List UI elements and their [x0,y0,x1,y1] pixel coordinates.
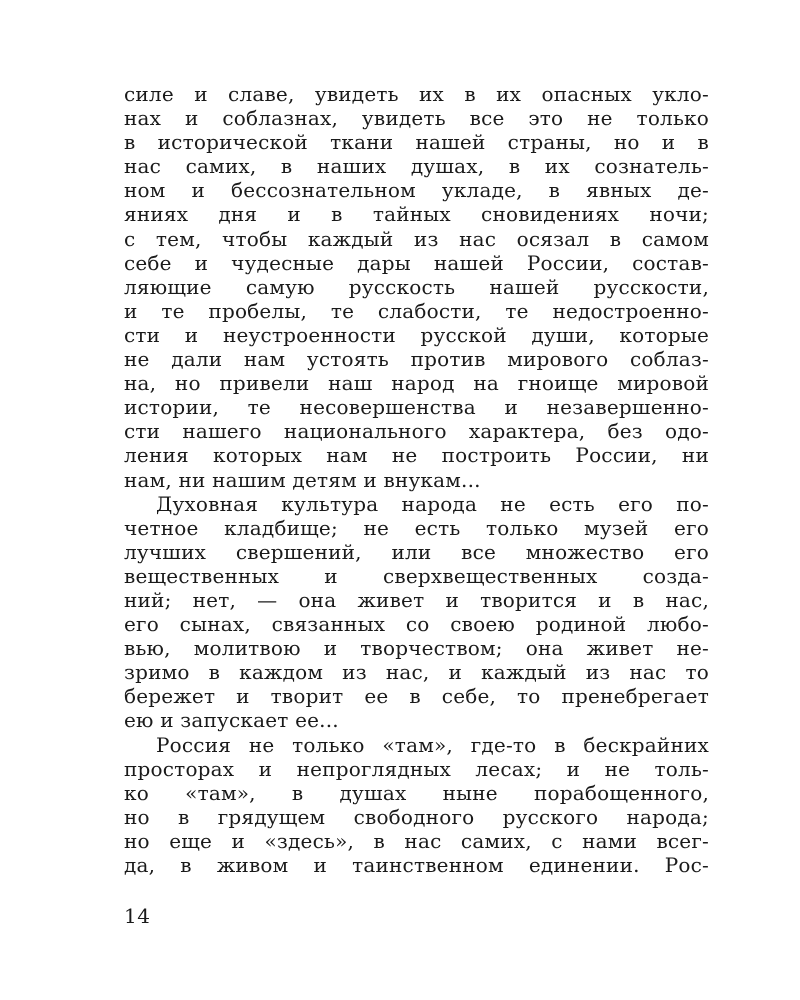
text-line: на, но привели наш народ на гноище мировой [124,371,709,396]
text-line: да, в живом и таинственном единении. Рос- [124,853,709,877]
text-line: себе и чудесные дары нашей России, состав- [124,250,709,275]
text-line: Россия не только «там», где-то в бескрайних [156,732,709,757]
text-line: его сынах, связанных со своею родиной любо- [124,612,709,637]
text-line: ляющие самую русскость нашей русскости, [124,274,709,299]
text-line: ний; нет, — она живет и творится и в нас, [124,587,709,612]
text-line: сти и неустроенности русской души, которые [124,322,709,347]
text-line: не дали нам устоять против мирового соблаз- [124,347,709,372]
text-line: но еще и «здесь», в нас самих, с нами всег- [124,828,709,853]
paragraph [124,82,709,492]
text-line: ею и запускает ее... [124,708,339,733]
text-line: и те пробелы, те слабости, те недостроенно- [124,298,709,323]
text-line: вью, молитвою и творчеством; она живет не- [124,636,709,661]
text-line: яниях дня и в тайных сновидениях ночи; [124,202,709,227]
text-line: с тем, чтобы каждый из нас осязал в самом [124,226,709,251]
page-number: 14 [124,904,151,928]
paragraph [124,733,709,878]
text-line: ном и бессознательном укладе, в явных де- [124,178,709,203]
text-line: лучших свершений, или все множество его [124,539,709,564]
text-line: ко «там», в душах ныне порабощенного, [124,780,709,805]
text-line: просторах и непроглядных лесах; и не толь- [124,756,709,781]
text-line: ления которых нам не построить России, ни [124,443,709,468]
text-line: бережет и творит ее в себе, то пренебрегает [124,684,709,709]
text-line: нам, ни нашим детям и внукам... [124,467,481,492]
text-line: Духовная культура народа не есть его по- [156,491,709,516]
text-line: вещественных и сверхвещественных созда- [124,563,709,588]
text-line: четное кладбище; не есть только музей его [124,515,709,540]
text-line: но в грядущем свободного русского народа; [124,804,709,829]
text-line: нас самих, в наших душах, в их сознатель- [124,154,709,179]
text-line: в исторической ткани нашей страны, но и в [124,130,709,155]
text-line: сти нашего национального характера, без одо- [124,419,709,444]
text-line: зримо в каждом из нас, и каждый из нас то [124,660,709,685]
page-body [124,82,709,877]
text-line: нах и соблазнах, увидеть все это не только [124,106,709,131]
paragraph [124,492,709,733]
text-line: истории, те несовершенства и незавершенно- [124,395,709,420]
text-line: силе и славе, увидеть их в их опасных укло- [124,82,709,106]
